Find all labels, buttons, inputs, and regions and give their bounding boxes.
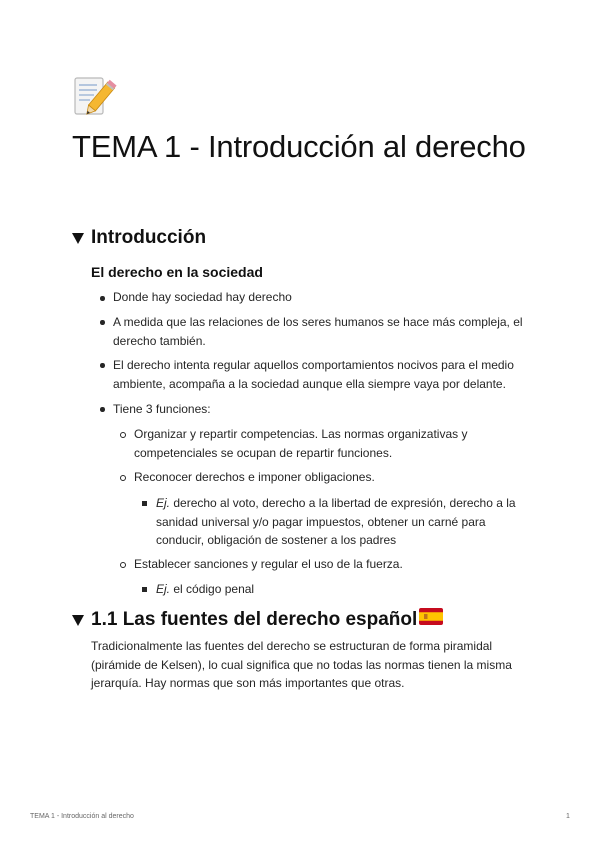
list-item-function: Establecer sanciones y regular el uso de la fuerza. [134, 557, 403, 571]
page-title: TEMA 1 - Introducción al derecho [72, 129, 526, 164]
bullet-disc-icon [100, 363, 105, 368]
toggle-heading-introduccion[interactable] [72, 226, 206, 250]
ej-label: Ej. [156, 496, 171, 510]
paragraph-fuentes: Tradicionalmente las fuentes del derecho se estructuran de forma piramidal (pirámide de Kelsen), lo cual significa que no todas las normas tienen la misma jerarquía. Hay normas que son más importantes que otras. [91, 639, 512, 690]
subheading-derecho-sociedad: El derecho en la sociedad [91, 264, 263, 280]
spain-flag-icon [419, 608, 443, 632]
bullet-disc-icon [100, 407, 105, 412]
bullet-circle-icon [120, 432, 126, 438]
memo-pencil-icon [72, 76, 118, 120]
list-item: Donde hay sociedad hay derecho [113, 290, 292, 304]
bullet-square-icon [142, 501, 147, 506]
bullet-circle-icon [120, 562, 126, 568]
toggle-triangle-icon[interactable] [72, 615, 84, 626]
ej-label: Ej. [156, 582, 171, 596]
footer-title: TEMA 1 - Introducción al derecho [30, 813, 134, 820]
example-text: derecho al voto, derecho a la libertad de expresión, derecho a la sanidad universal y/o pagar impuestos, obtener un carné para conducir, obligación de sostener a los padres [156, 496, 516, 547]
list-item: Tiene 3 funciones: [113, 402, 211, 416]
bullet-square-icon [142, 587, 147, 592]
list-item-example [156, 580, 536, 599]
bullet-disc-icon [100, 320, 105, 325]
list-item: El derecho intenta regular aquellos comportamientos nocivos para el medio ambiente, acompaña a la sociedad aunque ella siempre vaya por delante. [113, 358, 514, 391]
bullet-circle-icon [120, 475, 126, 481]
list-item: A medida que las relaciones de los seres humanos se hace más compleja, el derecho también. [113, 315, 523, 348]
footer-page-number: 1 [566, 813, 570, 820]
list-item-example [156, 494, 536, 550]
section-heading-label: Introducción [91, 227, 207, 248]
toggle-heading-fuentes[interactable] [72, 608, 443, 632]
toggle-triangle-icon[interactable] [72, 233, 84, 244]
example-text: el código penal [173, 582, 255, 596]
bullet-disc-icon [100, 296, 105, 301]
list-item-function: Organizar y repartir competencias. Las normas organizativas y competenciales se ocupan de repartir funciones. [134, 427, 468, 460]
section-heading-label: 1.1 Las fuentes del derecho español [91, 609, 418, 630]
list-item-function: Reconocer derechos e imponer obligaciones. [134, 470, 375, 484]
